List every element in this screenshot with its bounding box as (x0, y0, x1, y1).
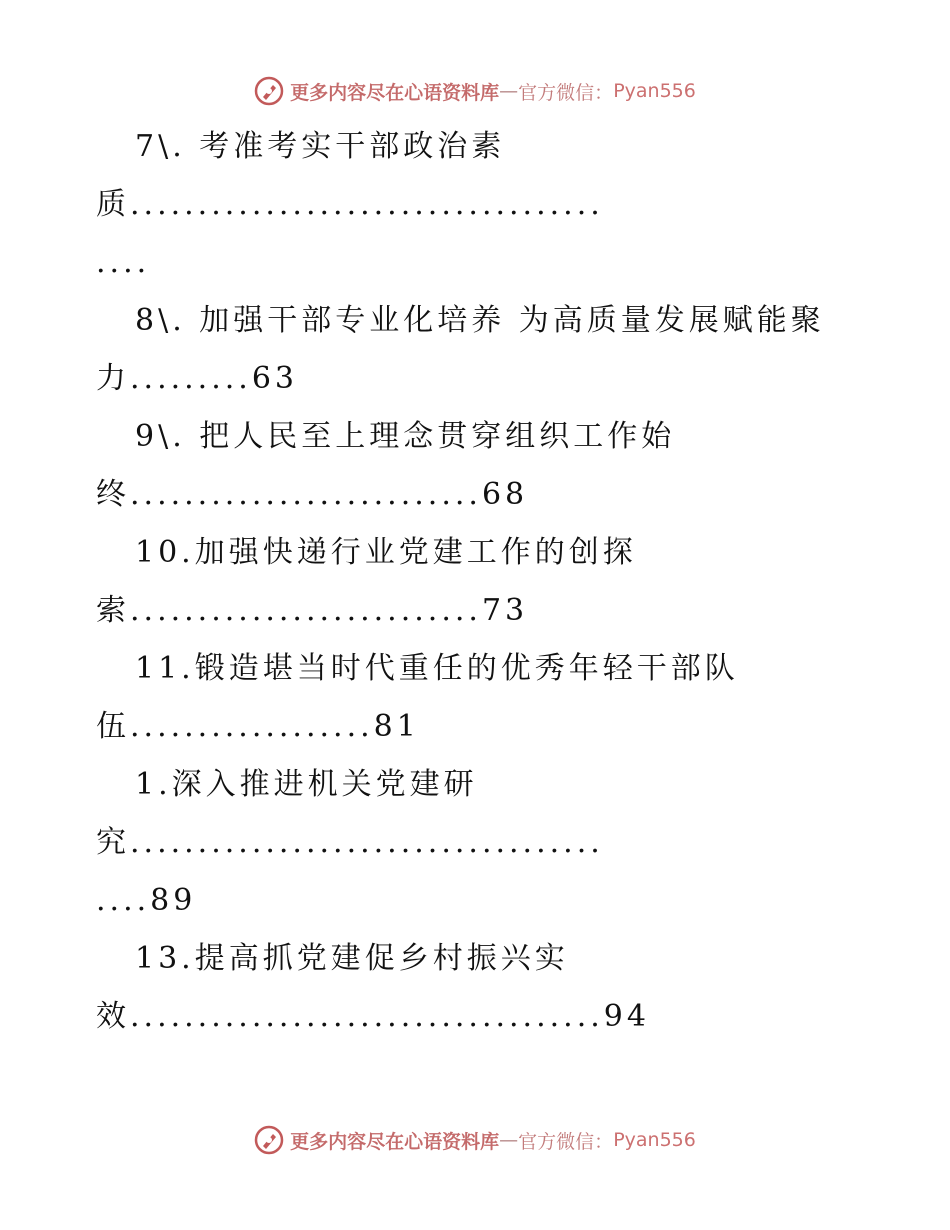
toc-entry-leader: 伍..................81 (96, 709, 420, 744)
pen-logo-icon (254, 76, 284, 106)
watermark-main-text: 更多内容尽在心语资料库 (290, 1130, 500, 1153)
watermark-footer (0, 1120, 950, 1160)
toc-entry-leader: 终..........................68 (96, 477, 529, 512)
toc-entry-leader: .... (96, 245, 151, 280)
watermark-account: Pyan556 (613, 1129, 696, 1151)
watermark-main-text: 更多内容尽在心语资料库 (290, 81, 500, 104)
toc-entry-leader: ....89 (96, 883, 197, 918)
watermark-separator: — (499, 1129, 519, 1151)
toc-entry-title: 10.加强快递行业党建工作的创探 (135, 535, 637, 570)
toc-entry-leader: 究................................... (96, 825, 604, 860)
pen-logo-icon (254, 1125, 284, 1155)
toc-entry-title: 8\. 加强干部专业化培养 为高质量发展赋能聚 (135, 303, 825, 338)
toc-entry-leader: 效...................................94 (96, 999, 650, 1034)
toc-entry-title: 13.提高抓党建促乡村振兴实 (135, 941, 569, 976)
watermark-account: Pyan556 (613, 80, 696, 102)
toc-entry-leader: 力.........63 (96, 361, 298, 396)
toc-entry-title: 11.锻造堪当时代重任的优秀年轻干部队 (135, 651, 739, 686)
watermark-suffix: 官方微信： (518, 1130, 614, 1153)
toc-entry-leader: 质................................... (96, 187, 604, 222)
toc-entry-title: 7\. 考准考实干部政治素 (135, 129, 506, 164)
toc-entry-title: 1.深入推进机关党建研 (135, 767, 478, 802)
watermark-header (0, 71, 950, 111)
watermark-suffix: 官方微信： (518, 81, 614, 104)
watermark-separator: — (499, 80, 519, 102)
toc-entry-leader: 索..........................73 (96, 593, 529, 628)
toc-entry-title: 9\. 把人民至上理念贯穿组织工作始 (135, 419, 676, 454)
